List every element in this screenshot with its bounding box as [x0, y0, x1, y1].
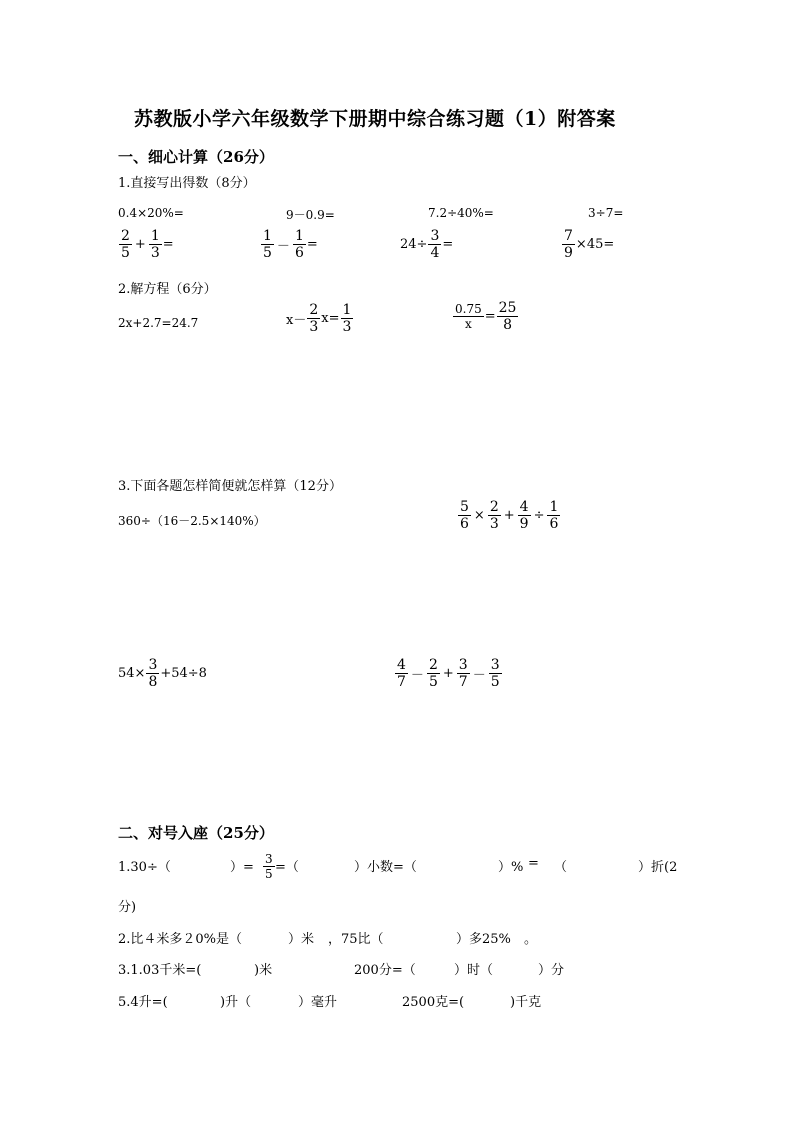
- fraction: $\frac{4}{9}$: [519, 499, 529, 532]
- fraction: 3 5: [265, 852, 273, 881]
- fraction: $\frac{7}{9}$: [564, 228, 573, 261]
- fraction: $\frac{3}{5}$: [490, 657, 500, 690]
- q1-item-6: $\frac{1}{5}$ － $\frac{1}{6}$ =: [263, 228, 318, 261]
- fill-line-1: 1.30÷（ ）= 3 5 =（ ）小数=（ ）% = （ ）折(2: [118, 852, 678, 881]
- q1-item-7: 24÷ $\frac{3}{4}$ =: [400, 228, 454, 261]
- q1-item-4: 3÷7=: [588, 206, 624, 220]
- fill-line-3: 3.1.03千米=( )米 200分=（ ）时（ ）分: [118, 963, 565, 978]
- fraction: $\frac{0.75}{x}$: [455, 302, 482, 331]
- fill-line-2: 2.比４米多２0%是（ ）米 ，75比（ ）多25% 。: [118, 932, 538, 947]
- q1-item-3: 7.2÷40%=: [428, 206, 494, 220]
- fill-line-1-continued: 分): [118, 900, 137, 915]
- fraction: $\frac{2}{5}$: [428, 657, 438, 690]
- q2-label: 2.解方程（6分）: [118, 282, 217, 297]
- q1-item-5: $\frac{2}{5}$ + $\frac{1}{3}$ =: [121, 228, 174, 261]
- simplify-expression-3: 54× $\frac{3}{8}$ +54÷8: [118, 657, 207, 690]
- fill-line-4: 5.4升=( )升（ ）毫升 2500克=( )千克: [118, 995, 542, 1010]
- equation-2: x－ $\frac{2}{3}$ x= $\frac{1}{3}$: [286, 302, 352, 335]
- q1-item-2: 9－0.9=: [286, 208, 335, 222]
- fraction: $\frac{4}{7}$: [397, 657, 406, 690]
- fraction: $\frac{1}{6}$: [294, 228, 304, 261]
- simplify-expression-2: $\frac{5}{6}$ × $\frac{2}{3}$ + $\frac{4}{9}$ ÷ $\frac{1}{6}$: [460, 499, 559, 532]
- fraction: $\frac{5}{6}$: [460, 499, 469, 532]
- fraction: $\frac{25}{8}$: [498, 300, 517, 333]
- section-1-heading: 一、细心计算（26分）: [118, 148, 274, 166]
- page-title: 苏教版小学六年级数学下册期中综合练习题（1）附答案: [134, 108, 616, 130]
- fraction: $\frac{1}{3}$: [150, 228, 160, 261]
- fraction: $\frac{1}{6}$: [549, 499, 559, 532]
- fraction: $\frac{1}{3}$: [342, 302, 352, 335]
- fraction: $\frac{3}{4}$: [430, 228, 440, 261]
- equation-1: 2x+2.7=24.7: [118, 316, 199, 330]
- simplify-expression-4: $\frac{4}{7}$ － $\frac{2}{5}$ + $\frac{3}{7}$ － $\frac{3}{5}$: [397, 657, 500, 690]
- q1-item-1: 0.4×20%=: [118, 206, 184, 220]
- equation-3: $\frac{0.75}{x}$ = $\frac{25}{8}$: [455, 300, 517, 333]
- fraction: $\frac{2}{3}$: [309, 302, 319, 335]
- fraction: $\frac{2}{3}$: [489, 499, 499, 532]
- q1-item-8: $\frac{7}{9}$ ×45=: [564, 228, 615, 261]
- fraction: $\frac{1}{5}$: [263, 228, 272, 261]
- section-2-heading: 二、对号入座（25分）: [118, 824, 274, 842]
- fraction: $\frac{3}{7}$: [458, 657, 468, 690]
- fraction: $\frac{2}{5}$: [121, 228, 130, 261]
- q1-label: 1.直接写出得数（8分）: [118, 176, 256, 191]
- fraction: $\frac{3}{8}$: [148, 657, 158, 690]
- q3-label: 3.下面各题怎样简便就怎样算（12分）: [118, 479, 342, 494]
- simplify-expression-1: 360÷（16－2.5×140%）: [118, 514, 266, 528]
